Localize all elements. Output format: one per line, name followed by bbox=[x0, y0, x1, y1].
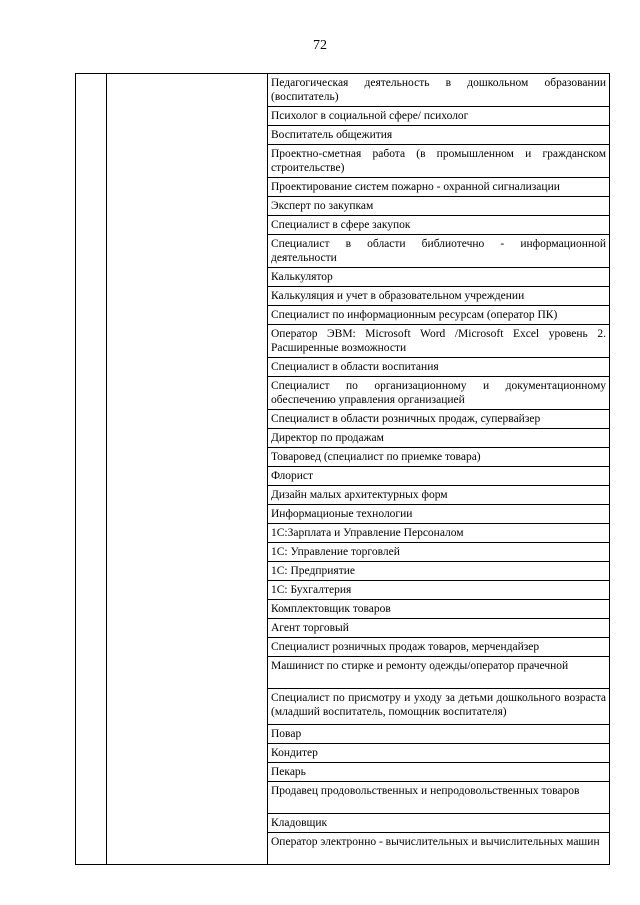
organization-column-cell bbox=[107, 74, 268, 865]
program-name-cell: Педагогическая деятельность в дошкольном образовании (воспитатель) bbox=[268, 74, 610, 107]
program-name-cell: Пекарь bbox=[268, 763, 610, 782]
program-name-cell: 1С:Зарплата и Управление Персоналом bbox=[268, 524, 610, 543]
program-name-cell: Директор по продажам bbox=[268, 429, 610, 448]
program-name-cell: Дизайн малых архитектурных форм bbox=[268, 486, 610, 505]
program-name-cell: Проектирование систем пожарно - охранной сигнализации bbox=[268, 178, 610, 197]
program-name-cell: Специалист в области розничных продаж, супервайзер bbox=[268, 410, 610, 429]
program-name-cell: Калькуляция и учет в образовательном учреждении bbox=[268, 287, 610, 306]
program-name-cell: Калькулятор bbox=[268, 268, 610, 287]
program-name-cell: Воспитатель общежития bbox=[268, 126, 610, 145]
program-name-cell: Повар bbox=[268, 725, 610, 744]
table-row bbox=[76, 74, 610, 107]
number-column-cell bbox=[76, 74, 107, 865]
program-name-cell: Специалист по присмотру и уходу за детьми дошкольного возраста (младший воспитатель, помощник воспитателя) bbox=[268, 689, 610, 725]
program-name-cell: Специалист по информационным ресурсам (оператор ПК) bbox=[268, 306, 610, 325]
program-name-cell: Проектно-сметная работа (в промышленном и гражданском строительстве) bbox=[268, 145, 610, 178]
program-name-cell: Специалист в области библиотечно - информационной деятельности bbox=[268, 235, 610, 268]
program-name-cell: Специалист по организационному и документационному обеспечению управления организацией bbox=[268, 377, 610, 410]
program-name-cell: Кладовщик bbox=[268, 814, 610, 833]
program-name-cell: Специалист розничных продаж товаров, мерчендайзер bbox=[268, 638, 610, 657]
program-table-body bbox=[76, 74, 610, 865]
program-name-cell: Агент торговый bbox=[268, 619, 610, 638]
program-name-cell: Эксперт по закупкам bbox=[268, 197, 610, 216]
program-name-cell: Комплектовщик товаров bbox=[268, 600, 610, 619]
program-name-cell: Товаровед (специалист по приемке товара) bbox=[268, 448, 610, 467]
page-number: 72 bbox=[313, 38, 327, 53]
program-name-cell: Оператор электронно - вычислительных и вычислительных машин bbox=[268, 833, 610, 865]
program-table bbox=[75, 73, 610, 865]
program-name-cell: 1С: Бухгалтерия bbox=[268, 581, 610, 600]
program-name-cell: Машинист по стирке и ремонту одежды/оператор прачечной bbox=[268, 657, 610, 689]
program-name-cell: Продавец продовольственных и непродовольственных товаров bbox=[268, 782, 610, 814]
program-name-cell: Оператор ЭВМ: Microsoft Word /Microsoft Excel уровень 2. Расширенные возможности bbox=[268, 325, 610, 358]
program-name-cell: Специалист в сфере закупок bbox=[268, 216, 610, 235]
program-name-cell: Специалист в области воспитания bbox=[268, 358, 610, 377]
program-name-cell: Психолог в социальной сфере/ психолог bbox=[268, 107, 610, 126]
program-name-cell: Информационые технологии bbox=[268, 505, 610, 524]
program-name-cell: 1С: Управление торговлей bbox=[268, 543, 610, 562]
program-name-cell: Кондитер bbox=[268, 744, 610, 763]
program-name-cell: 1С: Предприятие bbox=[268, 562, 610, 581]
program-name-cell: Флорист bbox=[268, 467, 610, 486]
